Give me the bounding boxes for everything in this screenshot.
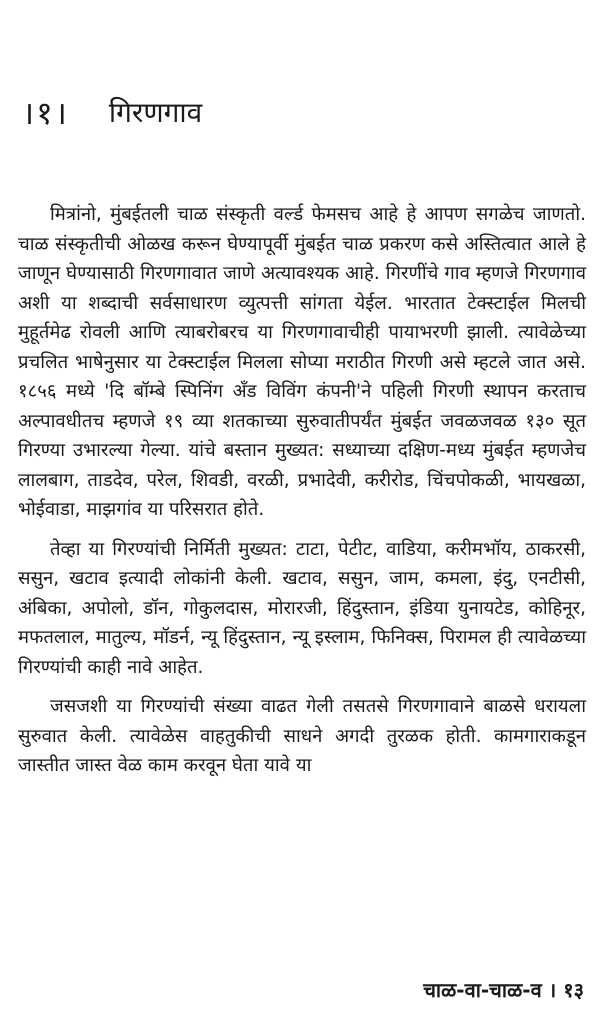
paragraph: तेव्हा या गिरण्यांची निर्मिती मुख्यत: टाटा, पेटीट, वाडिया, करीमभॉय, ठाकरसी, ससुन, खटाव इत्यादी लोकांनी केली. खटाव, ससुन, जाम, कमला, इंदु, एनटीसी, अंबिका, अपोलो, डॉन, गोकुलदास, मोरारजी, हिंदुस्तान, इंडिया युनायटेड, कोहिनूर, मफतलाल, मातुल्य, मॉडर्न, न्यू हिंदुस्तान, न्यू इस्लाम, फिनिक्स, पिरामल ही त्यावेळच्या गिरण्यांची काही नावे आहेत. xyxy=(18,538,586,678)
chapter-heading xyxy=(22,88,202,136)
paragraph: मित्रांनो, मुंबईतली चाळ संस्कृती वर्ल्ड फेमसच आहे हे आपण सगळेच जाणतो. चाळ संस्कृतीची ओळख करून घेण्यापूर्वी मुंबईत चाळ प्रकरण कसे अस्तित्वात आले हे जाणून घेण्यासाठी गिरणगावात जाणे अत्यावश्यक आहे. गिरणींचे गाव म्हणजे गिरणगाव अशी या शब्दाची सर्वसाधारण व्युत्पत्ती सांगता येईल. भारतात टेक्स्टाईल मिलची मुहूर्तमेढ रोवली आणि त्याबरोबरच या गिरणगावाचीही पायाभरणी झाली. त्यावेळेच्या प्रचलित भाषेनुसार या टेक्स्टाईल मिलला सोप्या मराठीत गिरणी असे म्हटले जात असे. १८५६ मध्ये 'दि बॉम्बे स्पिनिंग अँड विविंग कंपनी'ने पहिली गिरणी स्थापन करताच अल्पावधीतच म्हणजे १९ व्या शतकाच्या सुरुवातीपर्यंत मुंबईत जवळजवळ १३० सूत गिरण्या उभारल्या गेल्या. यांचे बस्तान मुख्यत: सध्याच्या दक्षिण-मध्य मुंबईत म्हणजेच लालबाग, ताडदेव, परेल, शिवडी, वरळी, प्रभादेवी, करीरोड, चिंचपोकळी, भायखळा, भोईवाडा, माझगांव या परिसरात होते. xyxy=(18,204,586,520)
chapter-body xyxy=(18,200,586,791)
paragraph: जसजशी या गिरण्यांची संख्या वाढत गेली तसतसे गिरणगावाने बाळसे धरायला सुरुवात केली. त्यावेळेस वाहतुकीची साधने अगदी तुरळक होती. कामगाराकडून जास्तीत जास्त वेळ काम करवून घेता यावे या xyxy=(18,696,586,776)
chapter-number: ।१। xyxy=(22,93,69,132)
chapter-title: गिरणगाव xyxy=(108,96,203,129)
page-footer: चाळ-वा-चाळ-व । १३ xyxy=(423,978,584,1002)
